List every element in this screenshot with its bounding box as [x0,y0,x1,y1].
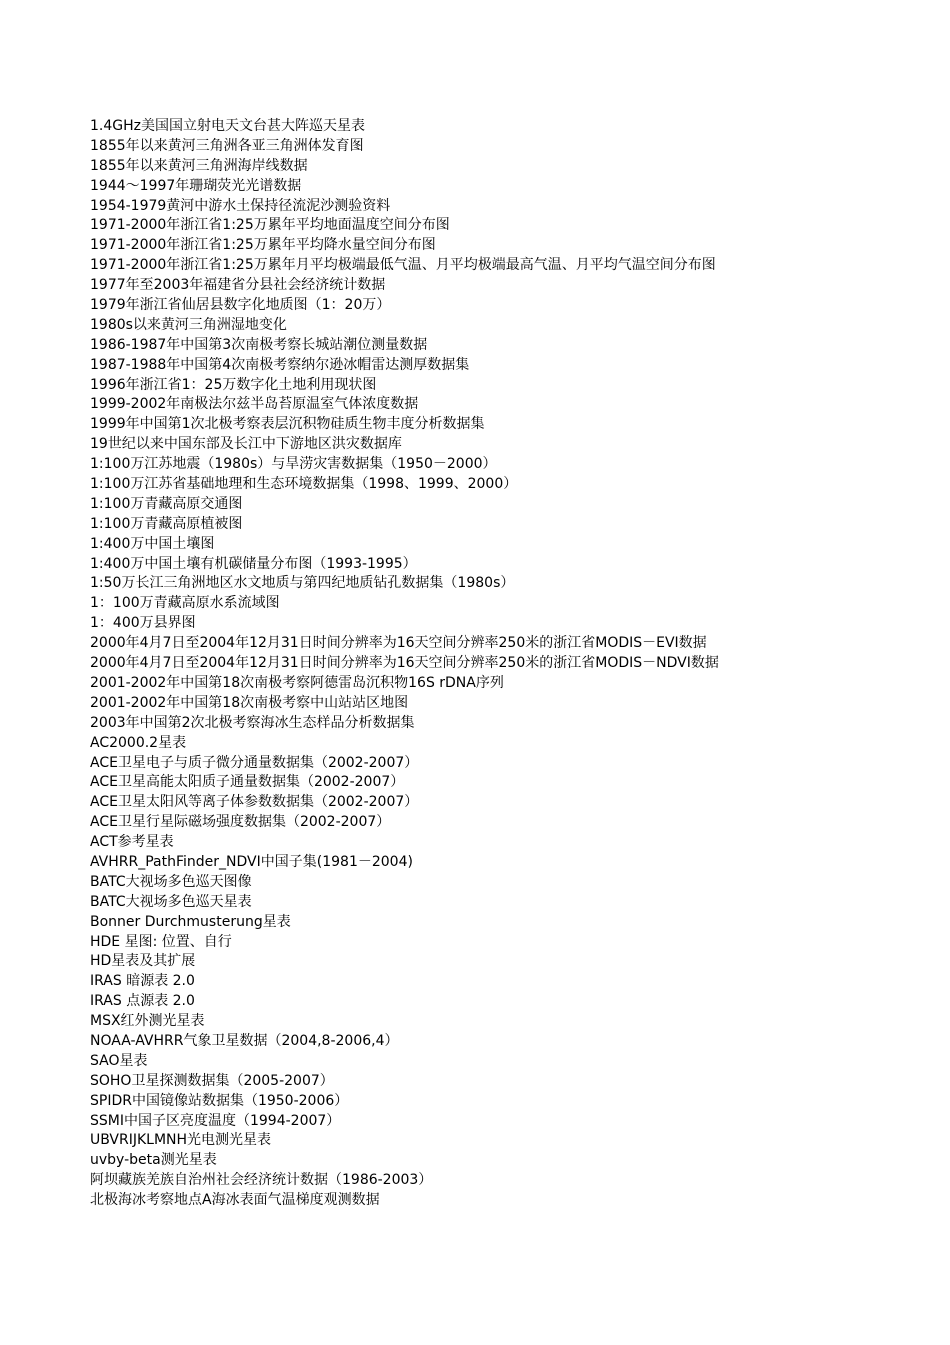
dataset-list-item: 1:100万青藏高原植被图 [90,515,243,532]
dataset-list-item: SPIDR中国镜像站数据集（1950-2006） [90,1092,349,1109]
dataset-list-item: 1.4GHz美国国立射电天文台甚大阵巡天星表 [90,118,365,134]
dataset-list-item: ACE卫星电子与质子微分通量数据集（2002-2007） [90,754,419,771]
dataset-list-item: IRAS 暗源表 2.0 [90,973,195,990]
dataset-list-item: 1:100万江苏省基础地理和生态环境数据集（1998、1999、2000） [90,476,518,493]
dataset-list-item: 1999-2002年南极法尔兹半岛苔原温室气体浓度数据 [90,396,419,413]
dataset-list-item: 1855年以来黄河三角洲海岸线数据 [90,157,308,174]
dataset-list-item: 1：400万县界图 [90,615,196,632]
dataset-list-item: ACE卫星太阳风等离子体参数数据集（2002-2007） [90,794,419,811]
dataset-list-item: 1980s以来黄河三角洲湿地变化 [90,316,287,333]
dataset-list-item: 1979年浙江省仙居县数字化地质图（1：20万） [90,297,391,314]
dataset-list-item: ACE卫星行星际磁场强度数据集（2002-2007） [90,814,391,831]
dataset-list-item: 1:400万中国土壤有机碳储量分布图（1993-1995） [90,555,417,572]
dataset-list-item: 阿坝藏族羌族自治州社会经济统计数据（1986-2003） [90,1172,433,1189]
dataset-list-item: IRAS 点源表 2.0 [90,993,195,1010]
dataset-list-item: 1855年以来黄河三角洲各亚三角洲体发育图 [90,137,364,154]
dataset-list-item: HD星表及其扩展 [90,953,196,970]
dataset-list-item: 1：100万青藏高原水系流域图 [90,595,280,612]
dataset-list-item: uvby-beta测光星表 [90,1152,217,1169]
dataset-list-item: 1977年至2003年福建省分县社会经济统计数据 [90,277,386,294]
dataset-list-item: AC2000.2星表 [90,734,187,751]
dataset-list-item: ACE卫星高能太阳质子通量数据集（2002-2007） [90,774,405,791]
dataset-list-item: 1971-2000年浙江省1:25万累年平均降水量空间分布图 [90,237,436,254]
dataset-list-item: 1986-1987年中国第3次南极考察长城站潮位测量数据 [90,336,428,353]
dataset-list-item: Bonner Durchmusterung星表 [90,913,291,930]
dataset-list-item: 1:100万青藏高原交通图 [90,495,243,512]
dataset-list-item: 北极海冰考察地点A海冰表面气温梯度观测数据 [90,1192,380,1209]
dataset-list-item: 2003年中国第2次北极考察海冰生态样品分析数据集 [90,714,415,731]
dataset-list-item: 1971-2000年浙江省1:25万累年平均地面温度空间分布图 [90,217,450,234]
dataset-list-item: 1954-1979黄河中游水土保持径流泥沙测验资料 [90,197,391,214]
dataset-list-item: SSMI中国子区亮度温度（1994-2007） [90,1112,341,1129]
dataset-list-item: 2000年4月7日至2004年12月31日时间分辨率为16天空间分辨率250米的浙江省MODIS－EVI数据 [90,635,707,652]
dataset-list-item: 2001-2002年中国第18次南极考察阿德雷岛沉积物16S rDNA序列 [90,674,504,691]
dataset-list-item: 1999年中国第1次北极考察表层沉积物硅质生物丰度分析数据集 [90,416,485,433]
dataset-list-item: 1971-2000年浙江省1:25万累年月平均极端最低气温、月平均极端最高气温、月平均气温空间分布图 [90,257,716,274]
dataset-list-item: 1944～1997年珊瑚荧光光谱数据 [90,177,302,194]
dataset-list-item: 1:100万江苏地震（1980s）与旱涝灾害数据集（1950－2000） [90,456,497,473]
dataset-list-item: 19世纪以来中国东部及长江中下游地区洪灾数据库 [90,436,402,453]
dataset-list-item: HDE 星图: 位置、自行 [90,933,232,950]
dataset-list-item: MSX红外测光星表 [90,1013,205,1030]
dataset-list-item: NOAA-AVHRR气象卫星数据（2004,8-2006,4） [90,1032,399,1049]
dataset-list-item: AVHRR_PathFinder_NDVI中国子集(1981－2004) [90,853,413,870]
dataset-list-item: SAO星表 [90,1052,148,1069]
dataset-list-item: SOHO卫星探测数据集（2005-2007） [90,1072,334,1089]
dataset-list-item: BATC大视场多色巡天图像 [90,873,252,890]
dataset-list-item: 2001-2002年中国第18次南极考察中山站站区地图 [90,694,409,711]
dataset-list-item: ACT参考星表 [90,834,174,851]
dataset-list [90,117,930,1211]
dataset-list-item: BATC大视场多色巡天星表 [90,893,252,910]
dataset-list-item: 1:50万长江三角洲地区水文地质与第四纪地质钻孔数据集（1980s） [90,575,515,592]
dataset-list-item: 2000年4月7日至2004年12月31日时间分辨率为16天空间分辨率250米的浙江省MODIS－NDVI数据 [90,655,719,672]
dataset-list-item: 1987-1988年中国第4次南极考察纳尔逊冰帽雷达测厚数据集 [90,356,470,373]
dataset-list-item: UBVRIJKLMNH光电测光星表 [90,1132,272,1149]
dataset-list-item: 1996年浙江省1：25万数字化土地利用现状图 [90,376,377,393]
dataset-list-item: 1:400万中国土壤图 [90,535,215,552]
